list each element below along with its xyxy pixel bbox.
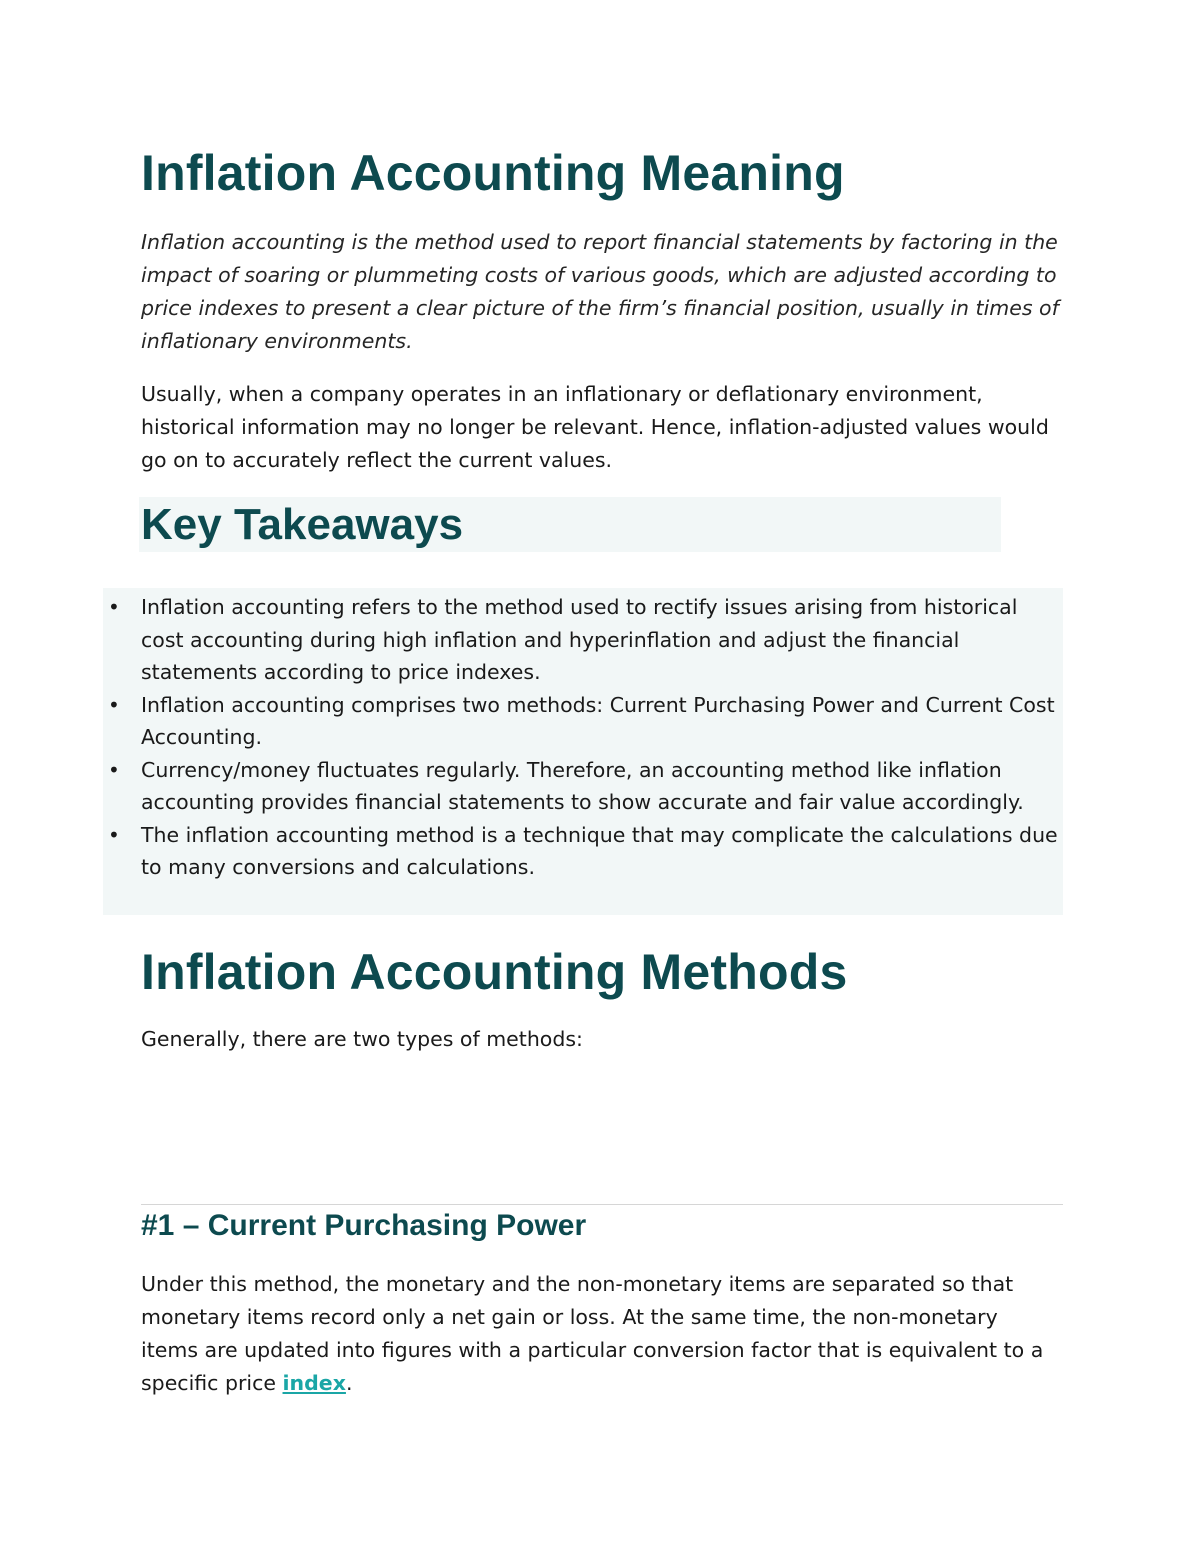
heading-inflation-accounting-meaning: Inflation Accounting Meaning [141, 145, 845, 201]
section-divider [141, 1204, 1063, 1205]
current-purchasing-power-paragraph [141, 1268, 1061, 1400]
paragraph-text: Under this method, the monetary and the non-monetary items are separated so that monetary items record only a net gain or loss. At the same time, the non-monetary items are updated into figures with a particular conversion factor that is equivalent to a specific price [141, 1272, 1044, 1395]
list-item-text: Currency/money fluctuates regularly. Therefore, an accounting method like inflation accounting provides financial statements to show accurate and fair value accordingly. [141, 757, 1024, 814]
list-item [103, 689, 1063, 754]
list-item [103, 754, 1063, 819]
list-item-text: Inflation accounting comprises two methods: Current Purchasing Power and Current Cost Accounting. [141, 692, 1055, 749]
bullet-icon: • [108, 822, 120, 847]
bullet-icon: • [108, 692, 120, 717]
key-takeaways-panel [103, 588, 1063, 915]
key-takeaways-heading: Key Takeaways [141, 500, 464, 549]
index-link[interactable]: index [282, 1371, 346, 1395]
intro-paragraph: Usually, when a company operates in an inflationary or deflationary environment, historical information may no longer be relevant. Hence, inflation-adjusted values would go on to accurately reflect the current values. [141, 382, 1049, 472]
methods-intro-paragraph: Generally, there are two types of methods: [141, 1027, 583, 1051]
list-item [103, 819, 1063, 884]
definition-paragraph: Inflation accounting is the method used to report financial statements by factoring in the impact of soaring or plummeting costs of various goods, which are adjusted according to price indexes to present a clear picture of the firm’s financial position, usually in times of inflationary environments. [141, 230, 1059, 353]
bullet-icon: • [108, 757, 120, 782]
list-item-text: The inflation accounting method is a technique that may complicate the calculations due to many conversions and calculations. [141, 822, 1058, 879]
heading-inflation-accounting-methods: Inflation Accounting Methods [141, 944, 848, 1000]
key-takeaways-heading-panel [139, 497, 1001, 552]
bullet-icon: • [108, 595, 120, 619]
list-item-text: Inflation accounting refers to the method used to rectify issues arising from historical cost accounting during high inflation and hyperinflation and adjust the financial statements according to price indexes. [141, 595, 1018, 684]
heading-current-purchasing-power: #1 – Current Purchasing Power [141, 1209, 587, 1242]
list-item [103, 591, 1063, 689]
key-takeaways-list [103, 591, 1063, 884]
paragraph-text-end: . [345, 1371, 353, 1395]
